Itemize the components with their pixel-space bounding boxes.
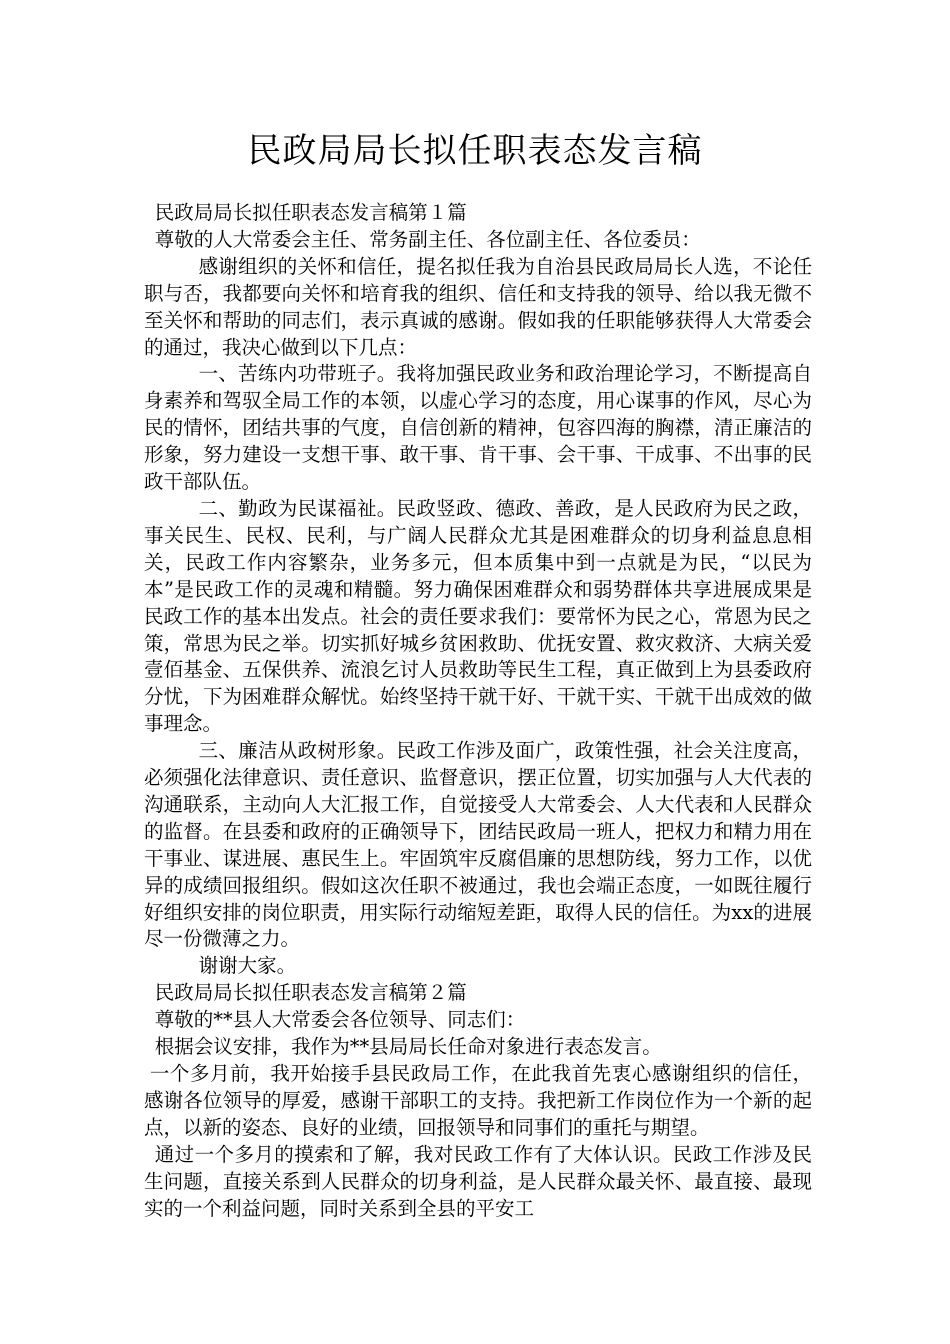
paragraph: 尊敬的人大常委会主任、常务副主任、各位副主任、各位委员： <box>154 227 701 251</box>
paragraph: 二、勤政为民谋福祉。民政竖政、德政、善政，是人民政府为民之政，事关民生、民权、民利，与广阔人民群众尤其是困难群众的切身利益息息相关，民政工作内容繁杂，业务多元，但本质集中到一点就是为民，“以民为本”是民政工作的灵魂和精髓。努力确保困难群众和弱势群体共享进展成果是民政工作的基本出发点。社会的责任要求我们：要常怀为民之心，常恩为民之策，常思为民之举。切实抓好城乡贫困救助、优抚安置、救灾救济、大病关爱壹佰基金、五保供养、流浪乞讨人员救助等民生工程，真正做到上为县委政府分忧，下为困难群众解忧。始终坚持干就干好、干就干实、干就干出成效的做事理念。 <box>144 496 812 736</box>
paragraph: 民政局局长拟任职表态发言稿第１篇 <box>154 201 467 224</box>
document-title: 民政局局长拟任职表态发言稿 <box>247 131 703 171</box>
paragraph: 通过一个多月的摸索和了解，我对民政工作有了大体认识。民政工作涉及民生问题，直接关系到人民群众的切身利益，是人民群众最关怀、最直接、最现实的一个利益问题，同时关系到全县的平安工 <box>144 1142 812 1220</box>
paragraph: 三、廉洁从政树形象。民政工作涉及面广，政策性强，社会关注度高，必须强化法律意识、责任意识、监督意识，摆正位置，切实加强与人大代表的沟通联系，主动向人大汇报工作，自觉接受人大常委会、人大代表和人民群众的监督。在县委和政府的正确领导下，团结民政局一班人，把权力和精力用在干事业、谋进展、惠民生上。牢固筑牢反腐倡廉的思想防线，努力工作，以优异的成绩回报组织。假如这次任职不被通过，我也会端正态度，一如既往履行好组织安排的岗位职责，用实际行动缩短差距，取得人民的信任。为xx的进展尽一份微薄之力。 <box>144 739 812 951</box>
paragraph: 感谢组织的关怀和信任，提名拟任我为自治县民政局局长人选，不论任职与否，我都要向关怀和培育我的组织、信任和支持我的领导、给以我无微不至关怀和帮助的同志们，表示真诚的感谢。假如我的任职能够获得人大常委会的通过，我决心做到以下几点： <box>144 254 812 359</box>
paragraph: 尊敬的**县人大常委会各位领导、同志们： <box>154 1008 526 1032</box>
paragraph: 根据会议安排，我作为**县局局长任命对象进行表态发言。 <box>154 1035 662 1059</box>
paragraph: 一个多月前，我开始接手县民政局工作，在此我首先衷心感谢组织的信任，感谢各位领导的厚爱，感谢干部职工的支持。我把新工作岗位作为一个新的起点，以新的姿态、良好的业绩，回报领导和同事们的重托与期望。 <box>144 1062 812 1139</box>
paragraph: 谢谢大家。 <box>198 954 297 978</box>
paragraph: 一、苦练内功带班子。我将加强民政业务和政治理论学习，不断提高自身素养和驾驭全局工作的本领，以虚心学习的态度，用心谋事的作风，尽心为民的情怀，团结共事的气度，自信创新的精神，包容四海的胸襟，清正廉洁的形象，努力建设一支想干事、敢干事、肯干事、会干事、干成事、不出事的民政干部队伍。 <box>144 362 812 494</box>
document-body <box>144 200 812 1222</box>
paragraph: 民政局局长拟任职表态发言稿第２篇 <box>154 981 467 1005</box>
